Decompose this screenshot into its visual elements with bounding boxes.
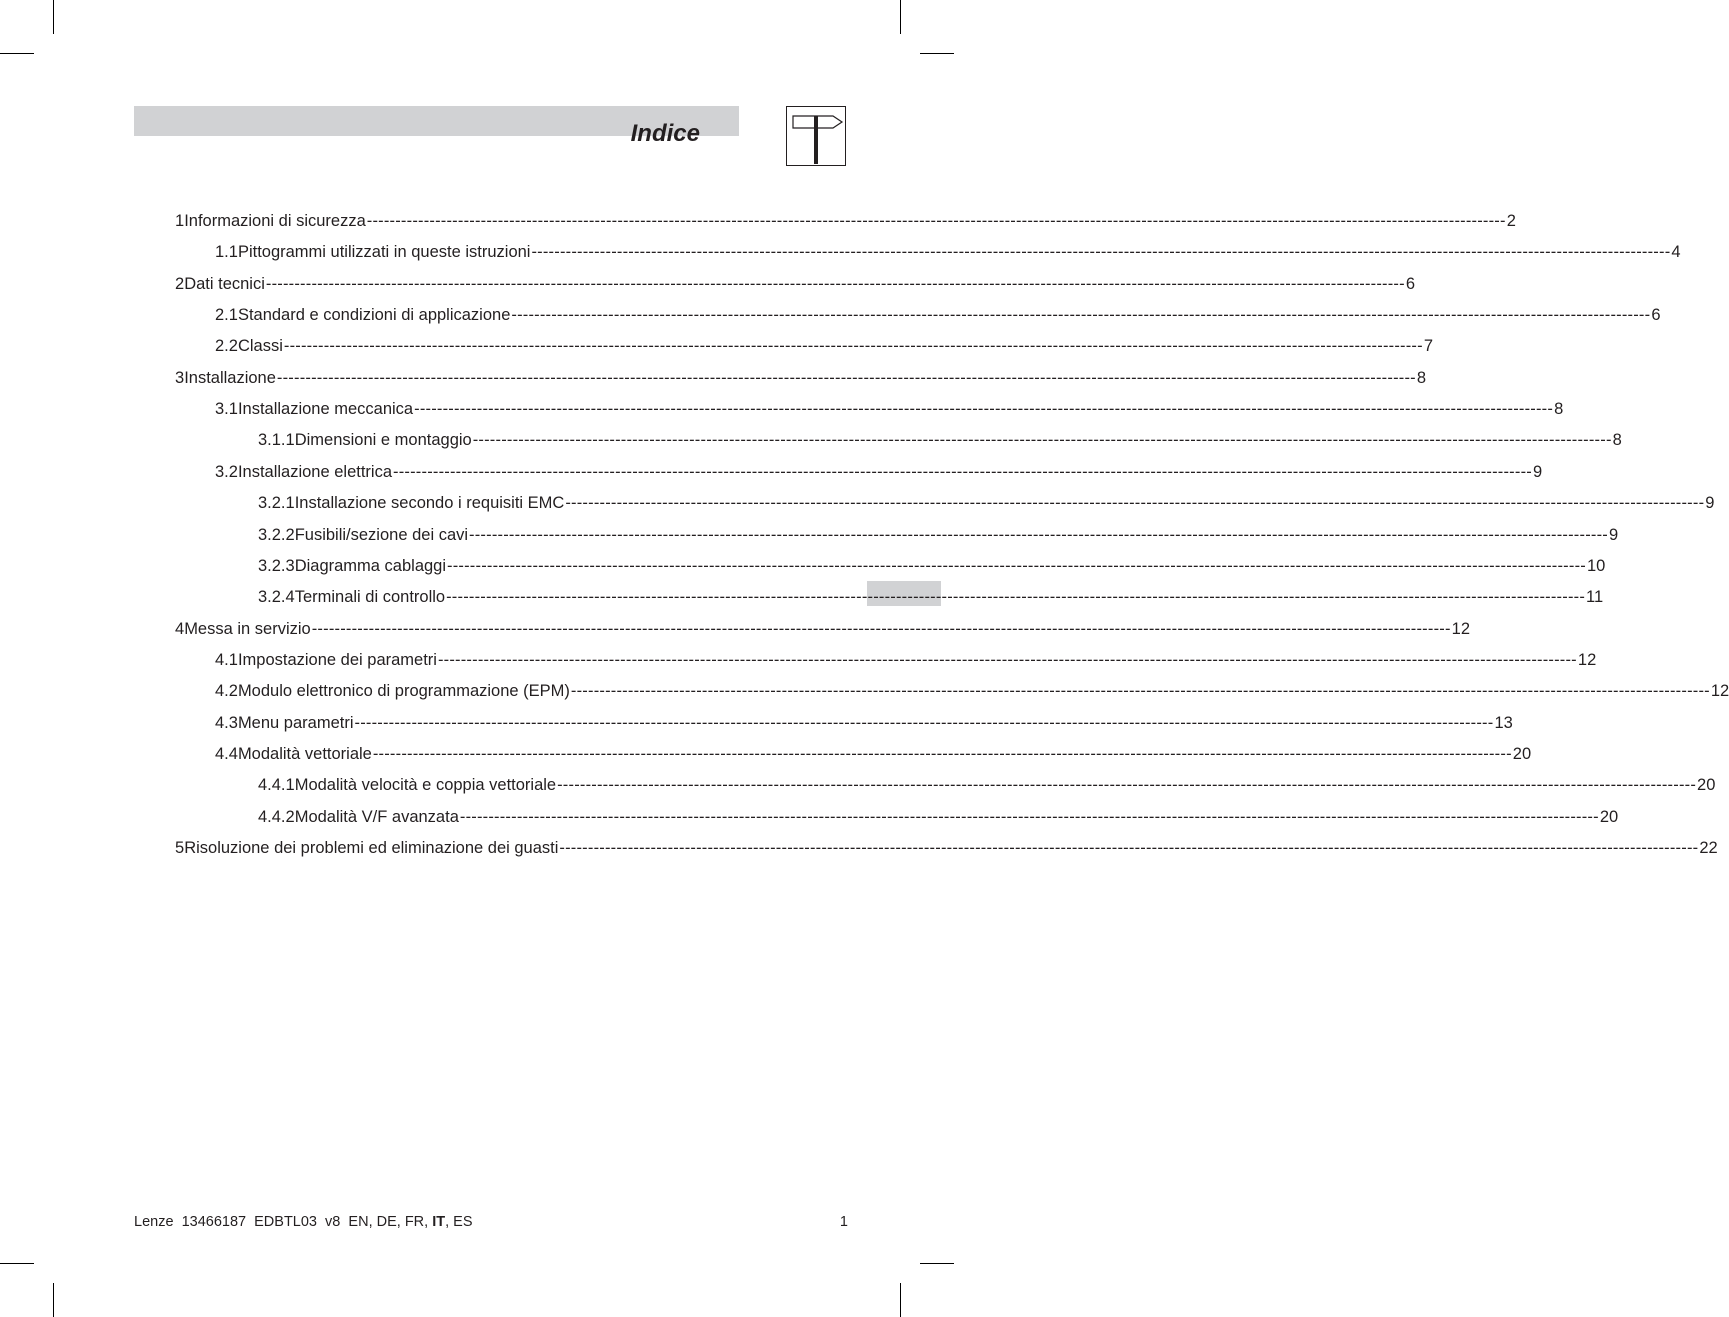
toc-entry[interactable] bbox=[258, 770, 1716, 801]
toc-entry-page: 8 bbox=[1554, 400, 1564, 419]
toc-entry-page: 11 bbox=[1586, 588, 1604, 607]
toc-dot-leader: -------------------------------------------------------------------------------------------------------------------------------------------------------------------------------------------------------- bbox=[531, 243, 1671, 262]
toc-entry-page: 12 bbox=[1710, 682, 1729, 701]
toc-dot-leader: -------------------------------------------------------------------------------------------------------------------------------------------------------------------------------------------------------- bbox=[414, 400, 1554, 419]
toc-entry-label: Terminali di controllo bbox=[294, 588, 446, 607]
toc-entry[interactable] bbox=[215, 331, 1433, 362]
toc-entry-number: 1.1 bbox=[215, 243, 238, 262]
toc-entry-page: 20 bbox=[1599, 807, 1619, 826]
toc-entry-number: 4 bbox=[175, 619, 185, 638]
toc-entry-label: Dimensioni e montaggio bbox=[294, 431, 472, 450]
toc-entry-number: 1 bbox=[175, 212, 185, 230]
toc-entry[interactable] bbox=[215, 300, 1661, 331]
toc-entry[interactable] bbox=[175, 363, 1427, 394]
footer-page-number: 1 bbox=[839, 1214, 848, 1230]
toc-entry-number: 3.2 bbox=[215, 462, 238, 481]
crop-mark bbox=[920, 53, 954, 54]
crop-mark bbox=[0, 53, 34, 54]
crop-mark bbox=[0, 1263, 34, 1264]
toc-entry-page: 8 bbox=[1416, 368, 1427, 387]
toc-entry-label: Impostazione dei parametri bbox=[237, 650, 437, 669]
toc-entry-label: Modulo elettronico di programmazione (EPM) bbox=[237, 682, 570, 701]
toc-dot-leader: -------------------------------------------------------------------------------------------------------------------------------------------------------------------------------------------------------- bbox=[437, 650, 1577, 669]
toc-entry-number: 4.4.2 bbox=[258, 807, 295, 826]
toc-entry[interactable] bbox=[215, 457, 1543, 488]
toc-entry-number: 3.2.3 bbox=[258, 556, 295, 575]
toc-entry[interactable] bbox=[175, 269, 1416, 300]
toc-entry-page: 2 bbox=[1506, 212, 1516, 230]
toc-dot-leader: -------------------------------------------------------------------------------------------------------------------------------------------------------------------------------------------------------- bbox=[283, 337, 1423, 356]
toc-entry-page: 12 bbox=[1451, 619, 1471, 638]
toc-entry-label: Risoluzione dei problemi ed eliminazione dei guasti bbox=[184, 839, 559, 857]
toc-entry-label: Messa in servizio bbox=[184, 619, 311, 638]
toc-entry[interactable] bbox=[258, 425, 1622, 456]
toc-entry[interactable] bbox=[175, 833, 1718, 864]
toc-entry-number: 3 bbox=[175, 368, 185, 387]
toc-entry-label: Installazione elettrica bbox=[237, 462, 393, 481]
toc-entry-number: 2.1 bbox=[215, 306, 238, 325]
toc-entry-page: 9 bbox=[1705, 494, 1715, 513]
toc-entry[interactable] bbox=[258, 802, 1619, 833]
toc-entry-number: 2.2 bbox=[215, 337, 238, 356]
toc-entry-label: Modalità V/F avanzata bbox=[294, 807, 459, 826]
toc-entry-label: Informazioni di sicurezza bbox=[184, 212, 366, 230]
crop-mark bbox=[53, 1283, 54, 1317]
toc-entry-number: 4.4.1 bbox=[258, 776, 295, 795]
toc-dot-leader: -------------------------------------------------------------------------------------------------------------------------------------------------------------------------------------------------------- bbox=[459, 807, 1599, 826]
toc-dot-leader: -------------------------------------------------------------------------------------------------------------------------------------------------------------------------------------------------------- bbox=[469, 525, 1608, 544]
toc-dot-leader: -------------------------------------------------------------------------------------------------------------------------------------------------------------------------------------------------------- bbox=[372, 744, 1512, 763]
toc-dot-leader: -------------------------------------------------------------------------------------------------------------------------------------------------------------------------------------------------------- bbox=[311, 619, 1451, 638]
page-title: Indice bbox=[630, 120, 700, 147]
toc-entry-label: Menu parametri bbox=[237, 713, 354, 732]
toc-dot-leader: -------------------------------------------------------------------------------------------------------------------------------------------------------------------------------------------------------- bbox=[354, 713, 1494, 732]
toc-entry-label: Pittogrammi utilizzati in queste istruzioni bbox=[237, 243, 531, 262]
toc-entry-page: 6 bbox=[1405, 274, 1416, 293]
toc-entry-label: Fusibili/sezione dei cavi bbox=[294, 525, 469, 544]
toc-entry-page: 7 bbox=[1423, 337, 1433, 356]
toc-entry-label: Installazione bbox=[184, 368, 276, 387]
toc-entry-page: 20 bbox=[1697, 776, 1716, 795]
toc-entry-page: 9 bbox=[1532, 462, 1543, 481]
toc-entry-number: 3.2.1 bbox=[258, 494, 295, 513]
toc-entry-number: 3.1.1 bbox=[258, 431, 295, 450]
toc-entry-number: 5 bbox=[175, 839, 185, 857]
toc-entry-page: 12 bbox=[1577, 650, 1597, 669]
toc-dot-leader: -------------------------------------------------------------------------------------------------------------------------------------------------------------------------------------------------------- bbox=[565, 494, 1705, 513]
toc-entry-label: Standard e condizioni di applicazione bbox=[237, 306, 511, 325]
toc-dot-leader: -------------------------------------------------------------------------------------------------------------------------------------------------------------------------------------------------------- bbox=[570, 682, 1710, 701]
toc-entry[interactable] bbox=[215, 645, 1597, 676]
toc-entry-page: 10 bbox=[1586, 556, 1606, 575]
crop-mark bbox=[920, 1263, 954, 1264]
toc-entry-page: 6 bbox=[1651, 306, 1661, 325]
toc-entry-page: 20 bbox=[1512, 744, 1532, 763]
footer-current-language: IT bbox=[432, 1214, 446, 1230]
toc-entry-label: Installazione meccanica bbox=[237, 400, 414, 419]
toc-entry-label: Dati tecnici bbox=[184, 274, 265, 293]
toc-entry-label: Classi bbox=[237, 337, 283, 356]
toc-dot-leader: -------------------------------------------------------------------------------------------------------------------------------------------------------------------------------------------------------- bbox=[366, 212, 1506, 230]
footer-document-info: Lenze 13466187 EDBTL03 v8 EN, DE, FR, IT, ES bbox=[134, 1214, 473, 1230]
toc-dot-leader: -------------------------------------------------------------------------------------------------------------------------------------------------------------------------------------------------------- bbox=[511, 306, 1651, 325]
toc-entry-number: 3.1 bbox=[215, 400, 238, 419]
toc-dot-leader: -------------------------------------------------------------------------------------------------------------------------------------------------------------------------------------------------------- bbox=[446, 588, 1586, 607]
crop-mark bbox=[53, 0, 54, 34]
toc-entry-label: Modalità velocità e coppia vettoriale bbox=[294, 776, 557, 795]
toc-entry[interactable] bbox=[175, 614, 1471, 645]
toc-entry[interactable] bbox=[215, 394, 1564, 425]
toc-entry-page: 8 bbox=[1612, 431, 1622, 450]
toc-dot-leader: -------------------------------------------------------------------------------------------------------------------------------------------------------------------------------------------------------- bbox=[557, 776, 1697, 795]
crop-mark bbox=[900, 0, 901, 34]
toc-entry-page: 22 bbox=[1699, 839, 1718, 857]
toc-dot-leader: -------------------------------------------------------------------------------------------------------------------------------------------------------------------------------------------------------- bbox=[393, 462, 1532, 481]
toc-entry-number: 4.3 bbox=[215, 713, 238, 732]
toc-entry-label: Installazione secondo i requisiti EMC bbox=[294, 494, 565, 513]
toc-entry-page: 9 bbox=[1608, 525, 1619, 544]
toc-entry[interactable] bbox=[215, 739, 1532, 770]
toc-entry-number: 3.2.2 bbox=[258, 525, 295, 544]
toc-entry-number: 4.1 bbox=[215, 650, 238, 669]
toc-entry[interactable] bbox=[215, 708, 1513, 739]
toc-dot-leader: -------------------------------------------------------------------------------------------------------------------------------------------------------------------------------------------------------- bbox=[276, 368, 1416, 387]
toc-entry[interactable] bbox=[258, 551, 1606, 582]
toc-entry-number: 2 bbox=[175, 274, 185, 293]
toc-dot-leader: -------------------------------------------------------------------------------------------------------------------------------------------------------------------------------------------------------- bbox=[265, 274, 1405, 293]
toc-entry[interactable] bbox=[215, 676, 1729, 707]
toc-entry-number: 3.2.4 bbox=[258, 588, 295, 607]
toc-entry-number: 4.2 bbox=[215, 682, 238, 701]
toc-entry[interactable] bbox=[175, 206, 1516, 237]
toc-entry[interactable] bbox=[258, 582, 1604, 613]
toc-entry[interactable] bbox=[258, 520, 1619, 551]
toc-dot-leader: -------------------------------------------------------------------------------------------------------------------------------------------------------------------------------------------------------- bbox=[447, 556, 1586, 575]
toc-dot-leader: -------------------------------------------------------------------------------------------------------------------------------------------------------------------------------------------------------- bbox=[559, 839, 1699, 857]
toc-entry-label: Diagramma cablaggi bbox=[294, 556, 447, 575]
toc-entry[interactable] bbox=[258, 488, 1715, 519]
toc-entry-number: 4.4 bbox=[215, 744, 238, 763]
signpost-icon bbox=[786, 106, 846, 166]
toc-entry-label: Modalità vettoriale bbox=[237, 744, 372, 763]
toc-entry[interactable] bbox=[215, 237, 1681, 268]
toc-entry-page: 13 bbox=[1494, 713, 1513, 732]
toc-entry-page: 4 bbox=[1671, 243, 1681, 262]
toc-dot-leader: -------------------------------------------------------------------------------------------------------------------------------------------------------------------------------------------------------- bbox=[472, 431, 1612, 450]
crop-mark bbox=[900, 1283, 901, 1317]
